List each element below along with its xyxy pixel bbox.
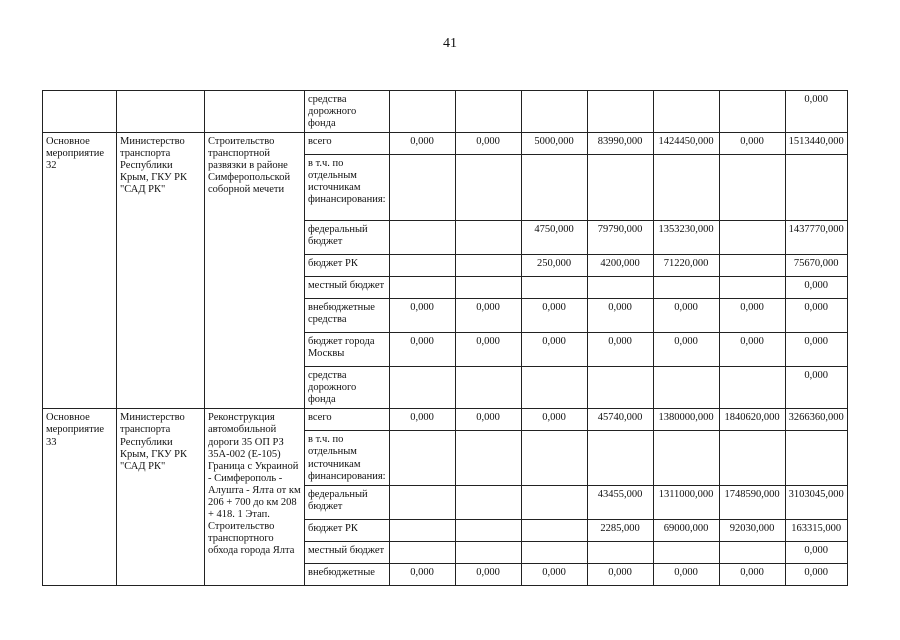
value-cell: 0,000: [455, 133, 521, 155]
value-cell: 1424450,000: [653, 133, 719, 155]
value-cell: 0,000: [521, 563, 587, 585]
value-cell: 75670,000: [785, 255, 847, 277]
source-cell: федеральный бюджет: [305, 221, 390, 255]
value-cell: [587, 277, 653, 299]
value-cell: [521, 485, 587, 519]
value-cell: 1437770,000: [785, 221, 847, 255]
value-cell: 43455,000: [587, 485, 653, 519]
value-cell: 0,000: [653, 333, 719, 367]
value-cell: 0,000: [521, 333, 587, 367]
value-cell: 0,000: [653, 299, 719, 333]
value-cell: 0,000: [587, 333, 653, 367]
value-cell: 3103045,000: [785, 485, 847, 519]
value-cell: [521, 277, 587, 299]
value-cell: 1513440,000: [785, 133, 847, 155]
value-cell: 0,000: [455, 409, 521, 431]
value-cell: 0,000: [719, 333, 785, 367]
value-cell: [653, 277, 719, 299]
value-cell: 5000,000: [521, 133, 587, 155]
value-cell: [719, 91, 785, 133]
value-cell: 0,000: [719, 299, 785, 333]
description-cell: [205, 91, 305, 133]
value-cell: [455, 431, 521, 485]
value-cell: 0,000: [653, 563, 719, 585]
source-cell: местный бюджет: [305, 541, 390, 563]
value-cell: [455, 541, 521, 563]
value-cell: 1748590,000: [719, 485, 785, 519]
value-cell: [719, 255, 785, 277]
value-cell: 250,000: [521, 255, 587, 277]
value-cell: 0,000: [785, 541, 847, 563]
value-cell: [587, 367, 653, 409]
value-cell: 1353230,000: [653, 221, 719, 255]
value-cell: 79790,000: [587, 221, 653, 255]
source-cell: бюджет РК: [305, 519, 390, 541]
value-cell: 0,000: [785, 91, 847, 133]
value-cell: 0,000: [521, 409, 587, 431]
value-cell: [521, 519, 587, 541]
value-cell: [587, 431, 653, 485]
value-cell: [653, 155, 719, 221]
value-cell: [455, 519, 521, 541]
source-cell: средства дорожного фонда: [305, 367, 390, 409]
event-name-cell: [43, 91, 117, 133]
value-cell: 0,000: [455, 563, 521, 585]
value-cell: [521, 367, 587, 409]
value-cell: 0,000: [719, 133, 785, 155]
value-cell: [389, 367, 455, 409]
value-cell: [587, 91, 653, 133]
value-cell: 0,000: [719, 563, 785, 585]
executor-cell: Министерство транспорта Республики Крым, ГКУ РК "САД РК": [117, 133, 205, 409]
value-cell: 0,000: [785, 333, 847, 367]
value-cell: [389, 431, 455, 485]
budget-table-body: [43, 91, 848, 586]
value-cell: 3266360,000: [785, 409, 847, 431]
value-cell: [389, 91, 455, 133]
value-cell: 0,000: [455, 299, 521, 333]
value-cell: 0,000: [455, 333, 521, 367]
value-cell: [719, 155, 785, 221]
value-cell: [719, 277, 785, 299]
value-cell: 0,000: [785, 277, 847, 299]
source-cell: бюджет города Москвы: [305, 333, 390, 367]
page-number: 41: [443, 36, 457, 51]
value-cell: 92030,000: [719, 519, 785, 541]
value-cell: 0,000: [389, 409, 455, 431]
value-cell: [455, 221, 521, 255]
value-cell: [521, 91, 587, 133]
value-cell: 2285,000: [587, 519, 653, 541]
value-cell: [587, 155, 653, 221]
value-cell: [389, 255, 455, 277]
value-cell: [455, 255, 521, 277]
value-cell: 1380000,000: [653, 409, 719, 431]
value-cell: 0,000: [785, 367, 847, 409]
table-row: [43, 91, 848, 133]
executor-cell: Министерство транспорта Республики Крым, ГКУ РК "САД РК": [117, 409, 205, 585]
value-cell: [521, 155, 587, 221]
value-cell: [653, 91, 719, 133]
value-cell: 0,000: [389, 333, 455, 367]
budget-table: [42, 90, 848, 586]
source-cell: бюджет РК: [305, 255, 390, 277]
event-name-cell: Основное мероприятие 33: [43, 409, 117, 585]
value-cell: 0,000: [389, 133, 455, 155]
description-cell: Реконструкция автомобильной дороги 35 ОП РЗ 35А-002 (Е-105) Граница с Украиной - Симферополь - Алушта - Ялта от км 206 + 700 до км 208 + 418. 1 Этап. Строительство транспортного обхода города Ялта: [205, 409, 305, 585]
value-cell: 0,000: [785, 299, 847, 333]
value-cell: 163315,000: [785, 519, 847, 541]
value-cell: 4200,000: [587, 255, 653, 277]
value-cell: [521, 431, 587, 485]
source-cell: внебюджетные средства: [305, 299, 390, 333]
value-cell: [389, 221, 455, 255]
source-cell: внебюджетные: [305, 563, 390, 585]
table-row: [43, 409, 848, 431]
value-cell: [455, 277, 521, 299]
value-cell: 71220,000: [653, 255, 719, 277]
value-cell: 0,000: [587, 299, 653, 333]
table-row: [43, 133, 848, 155]
source-cell: в т.ч. по отдельным источникам финансирования:: [305, 431, 390, 485]
value-cell: [389, 155, 455, 221]
executor-cell: [117, 91, 205, 133]
source-cell: всего: [305, 409, 390, 431]
source-cell: всего: [305, 133, 390, 155]
event-name-cell: Основное мероприятие 32: [43, 133, 117, 409]
source-cell: федеральный бюджет: [305, 485, 390, 519]
value-cell: [653, 541, 719, 563]
value-cell: [719, 541, 785, 563]
value-cell: [785, 155, 847, 221]
value-cell: 0,000: [521, 299, 587, 333]
value-cell: [389, 485, 455, 519]
value-cell: [719, 431, 785, 485]
value-cell: [389, 541, 455, 563]
source-cell: в т.ч. по отдельным источникам финансирования:: [305, 155, 390, 221]
value-cell: [389, 519, 455, 541]
description-cell: Строительство транспортной развязки в районе Симферопольской соборной мечети: [205, 133, 305, 409]
value-cell: [455, 485, 521, 519]
value-cell: 4750,000: [521, 221, 587, 255]
value-cell: [389, 277, 455, 299]
value-cell: [455, 91, 521, 133]
value-cell: [587, 541, 653, 563]
value-cell: [455, 367, 521, 409]
value-cell: 1311000,000: [653, 485, 719, 519]
value-cell: 1840620,000: [719, 409, 785, 431]
value-cell: [455, 155, 521, 221]
value-cell: [719, 367, 785, 409]
value-cell: 0,000: [389, 563, 455, 585]
value-cell: 0,000: [587, 563, 653, 585]
value-cell: [785, 431, 847, 485]
value-cell: [653, 431, 719, 485]
value-cell: 0,000: [389, 299, 455, 333]
value-cell: [521, 541, 587, 563]
source-cell: местный бюджет: [305, 277, 390, 299]
value-cell: 0,000: [785, 563, 847, 585]
value-cell: [653, 367, 719, 409]
value-cell: [719, 221, 785, 255]
value-cell: 45740,000: [587, 409, 653, 431]
value-cell: 83990,000: [587, 133, 653, 155]
source-cell: средства дорожного фонда: [305, 91, 390, 133]
value-cell: 69000,000: [653, 519, 719, 541]
